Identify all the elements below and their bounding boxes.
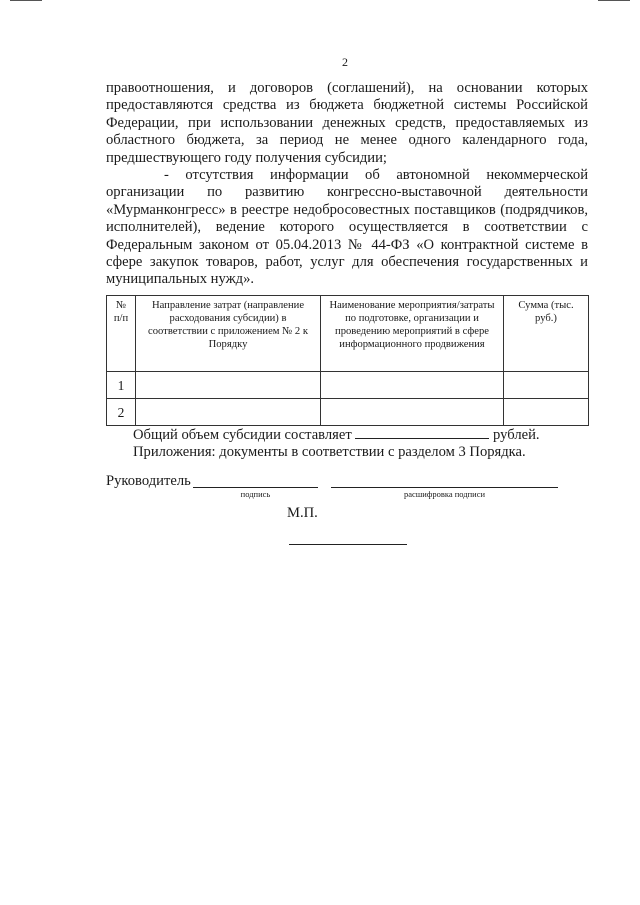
table-row — [107, 372, 589, 399]
table-row — [107, 399, 589, 426]
total-line — [133, 426, 540, 444]
cell-expense-direction[interactable] — [136, 399, 321, 426]
header-expense-direction: Направление затрат (направление расходования субсидии) в соответствии с приложением № 2 к Порядку — [136, 296, 321, 372]
expenses-table — [106, 295, 589, 426]
paragraph-legal-relations — [106, 80, 588, 167]
cell-event-name[interactable] — [321, 399, 504, 426]
row-number: 2 — [107, 399, 136, 426]
head-label: Руководитель — [106, 473, 191, 489]
decoding-line[interactable] — [331, 487, 558, 488]
cell-expense-direction[interactable] — [136, 372, 321, 399]
top-rule-right — [598, 0, 630, 1]
total-suffix: рублей. — [493, 427, 540, 443]
closing-rule — [289, 544, 407, 545]
attachments-line: Приложения: документы в соответствии с разделом 3 Порядка. — [133, 444, 526, 460]
seal-label: М.П. — [287, 505, 318, 521]
paragraph-registry — [106, 167, 588, 289]
row-number: 1 — [107, 372, 136, 399]
signature-caption: подпись — [240, 489, 271, 499]
signature-line[interactable] — [193, 487, 318, 488]
table-header-row — [107, 296, 589, 372]
header-amount: Сумма (тыс. руб.) — [504, 296, 589, 372]
total-prefix: Общий объем субсидии составляет — [133, 427, 352, 443]
paragraph-registry-text: - отсутствия информации об автономной некоммерческой организации по развитию конгрессно-выставочной деятельности «Мурманконгресс» в реестре недобросовестных поставщиков (подрядчиков, исполнителей), ведение которого осуществляется в соответствии с Федеральным законом от 05.04.2013 № 44-ФЗ «О контрактной системе в сфере закупок товаров, работ, услуг для обеспечения государственных и муниципальных нужд». — [106, 167, 588, 288]
header-number: № п/п — [107, 296, 136, 372]
top-rule-left — [10, 0, 42, 1]
paragraph-legal-relations-text: правоотношения, и договоров (соглашений), на основании которых предоставляются средства из бюджета бюджетной системы Российской Федерации, при использовании денежных средств, предоставляемых из областного бюджета, за период не менее одного календарного года, предшествующего году получения субсидии; — [106, 80, 588, 166]
decoding-caption: расшифровка подписи — [403, 489, 486, 499]
total-amount-blank[interactable] — [355, 426, 489, 439]
cell-amount[interactable] — [504, 399, 589, 426]
header-event-name: Наименование мероприятия/затраты по подготовке, организации и проведению мероприятий в сфере информационного продвижения — [321, 296, 504, 372]
cell-event-name[interactable] — [321, 372, 504, 399]
page-number: 2 — [342, 55, 348, 69]
cell-amount[interactable] — [504, 372, 589, 399]
